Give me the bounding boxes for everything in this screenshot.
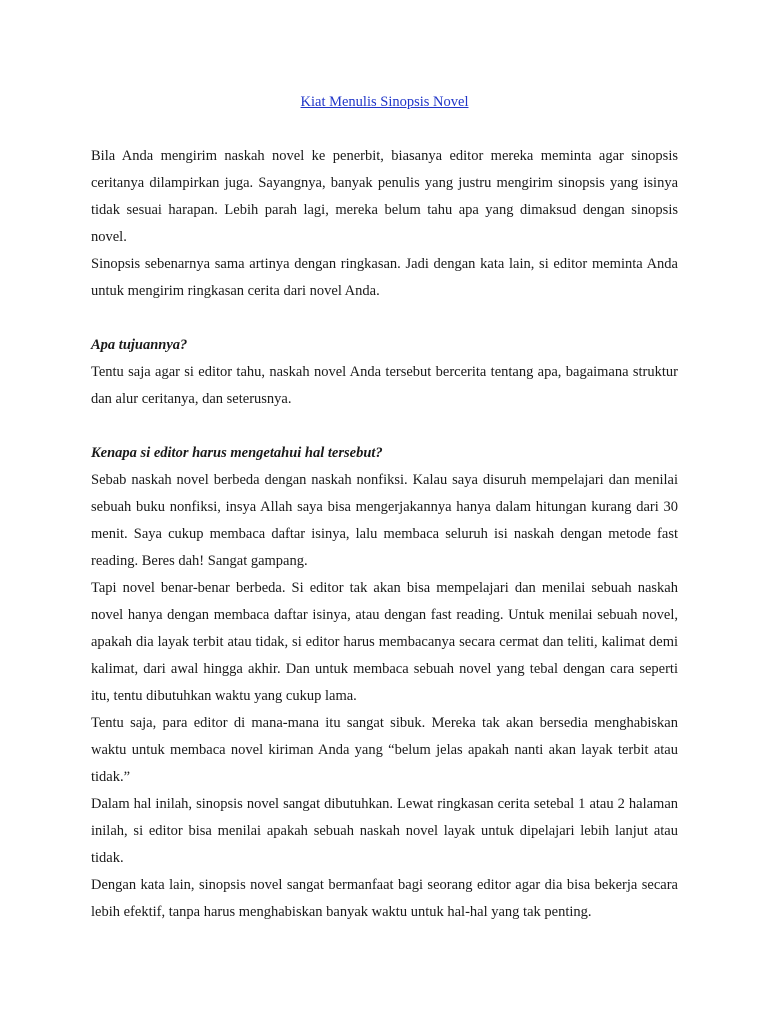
document-page <box>91 92 678 926</box>
title-link[interactable]: Kiat Menulis Sinopsis Novel <box>300 94 469 110</box>
paragraph: Tentu saja, para editor di mana-mana itu sangat sibuk. Mereka tak akan bersedia menghabiskan waktu untuk membaca novel kiriman Anda yang “belum jelas apakah nanti akan layak terbit atau tidak.” <box>91 715 678 785</box>
paragraph: Bila Anda mengirim naskah novel ke penerbit, biasanya editor mereka meminta agar sinopsis ceritanya dilampirkan juga. Sayangnya, banyak penulis yang justru mengirim sinopsis yang isinya tidak sesuai harapan. Lebih parah lagi, mereka belum tahu apa yang dimaksud dengan sinopsis novel. <box>91 148 678 245</box>
paragraph: Tentu saja agar si editor tahu, naskah novel Anda tersebut bercerita tentang apa, bagaimana struktur dan alur ceritanya, dan seterusnya. <box>91 364 678 407</box>
paragraph: Dengan kata lain, sinopsis novel sangat bermanfaat bagi seorang editor agar dia bisa bekerja secara lebih efektif, tanpa harus menghabiskan banyak waktu untuk hal-hal yang tak penting. <box>91 877 678 920</box>
paragraph: Sebab naskah novel berbeda dengan naskah nonfiksi. Kalau saya disuruh mempelajari dan menilai sebuah buku nonfiksi, insya Allah saya bisa mengerjakannya hanya dalam hitungan kurang dari 30 menit. Saya cukup membaca daftar isinya, lalu membaca seluruh isi naskah dengan metode fast reading. Beres dah! Sangat gampang. <box>91 472 678 569</box>
paragraph: Sinopsis sebenarnya sama artinya dengan ringkasan. Jadi dengan kata lain, si editor meminta Anda untuk mengirim ringkasan cerita dari novel Anda. <box>91 256 678 299</box>
paragraph: Dalam hal inilah, sinopsis novel sangat dibutuhkan. Lewat ringkasan cerita setebal 1 atau 2 halaman inilah, si editor bisa menilai apakah sebuah naskah novel layak untuk dipelajari lebih lanjut atau tidak. <box>91 796 678 866</box>
section-heading: Apa tujuannya? <box>91 337 188 353</box>
document-title <box>91 92 678 112</box>
paragraph: Tapi novel benar-benar berbeda. Si editor tak akan bisa mempelajari dan menilai sebuah naskah novel hanya dengan membaca daftar isinya, atau dengan fast reading. Untuk menilai sebuah novel, apakah dia layak terbit atau tidak, si editor harus membacanya secara cermat dan teliti, kalimat demi kalimat, dari awal hingga akhir. Dan untuk membaca sebuah novel yang tebal dengan cara seperti itu, tentu dibutuhkan waktu yang cukup lama. <box>91 580 678 704</box>
section-heading: Kenapa si editor harus mengetahui hal tersebut? <box>91 445 383 461</box>
